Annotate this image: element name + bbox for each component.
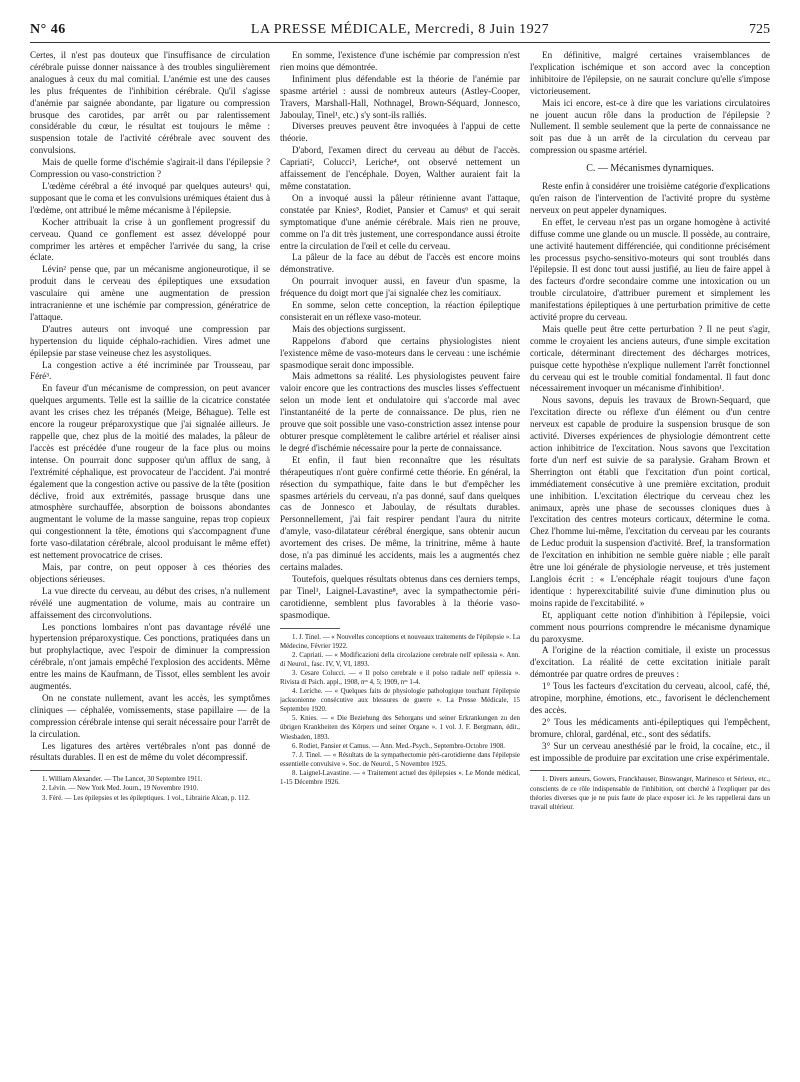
paragraph: Mais de quelle forme d'ischémie s'agirait-il dans l'épilepsie ? Compression ou vaso-constriction ? (30, 157, 270, 180)
paragraph: On ne constate nullement, avant les accès, les symptômes cliniques — céphalée, vomissements, stase papillaire — de la compression cérébrale intense qui serait nécessaire pour l'arrêt de la circulation. (30, 692, 270, 739)
paragraph: En somme, selon cette conception, la réaction épileptique consisterait en un réflexe vaso-moteur. (280, 300, 520, 322)
paragraph: La vue directe du cerveau, au début des crises, n'a nullement révélé une augmentation de volume, mais au contraire un affaissement des circonvolutions. (30, 585, 270, 620)
footnote: 3. Cesare Colucci. — « Il polso cerebrale e il polso radiale nell' epilessia ». Rivista di Psich. appl., 1908, nᵒˢ 4, 5; 1909, nᵒˢ 1-4. (280, 669, 520, 686)
journal-title: LA PRESSE MÉDICALE, Mercredi, 8 Juin 1927 (250, 22, 550, 37)
paragraph: Mais admettons sa réalité. Les physiologistes peuvent faire valoir encore que les contractions des muscles lisses s'effectuent selon un mode lent et ondulatoire qui s'accorde mal avec l'instantanéité de la perte de connaissance. De plus, rien ne prouve que soit possible une vaso-constriction assez intense pour obturer presque complètement le calibre artériel et réaliser ainsi le degré d'ischémie nécessaire pour la perte de connaissance. (280, 371, 520, 453)
paragraph: Rappelons d'abord que certains physiologistes nient l'existence même de vaso-moteurs dans le cerveau : une ischémie spasmodique serait donc impossible. (280, 335, 520, 370)
paragraph: A l'origine de la réaction comitiale, il existe un processus d'excitation. La réalité de cette excitation initiale paraît démontrée par quatre ordres de preuves : (530, 645, 770, 680)
column-left (30, 50, 270, 1075)
page-header (30, 20, 770, 43)
section-heading: C. — Mécanismes dynamiques. (586, 163, 714, 175)
paragraph: On pourrait invoquer aussi, en faveur d'un spasme, la fréquence du doigt mort que j'ai signalée chez les comitiaux. (280, 276, 520, 299)
issue-number: N° 46 (30, 22, 66, 37)
footnote: 2. Capriati. — « Modificazioni della circolazione cerebrale nell' epilessia ». Ann. di Neurol., fasc. IV, V, VI, 1893. (280, 651, 520, 668)
footnote: 5. Knies. — « Die Beziehung des Sehorgans und seiner Erkrankungen zu den übrigen Krankheiten des Körpers und seiner Organe ». 1 vol. J. F. Bergmann, édit., Wiesbaden, 1893. (280, 715, 520, 741)
paragraph: 3° Sur un cerveau anesthésié par le froid, la cocaïne, etc., il est impossible de produire par excitation une crise expérimentale. (530, 740, 770, 763)
paragraph: D'autres auteurs ont invoqué une compression par hypertension du liquide céphalo-rachidien. Vires admet une épilepsie par stase veineuse chez les asystoliques. (30, 323, 270, 358)
paragraph: Et, appliquant cette notion d'inhibition à l'épilepsie, voici comment nous pourrions comprendre le mécanisme dynamique du paroxysme. (530, 609, 770, 644)
paragraph: La pâleur de la face au début de l'accès est encore moins démonstrative. (280, 252, 520, 275)
paragraph: Mais quelle peut être cette perturbation ? Il ne peut s'agir, comme le croyaient les anciens auteurs, d'une simple excitation corticale, déterminant directement des décharges motrices, puisque cette hypothèse n'explique nullement l'arrêt fonctionnel du cerveau qui est le trouble comitial fondamental. Il faut donc nécessairement invoquer un mécanisme d'inhibition¹. (530, 323, 770, 394)
paragraph: Mais ici encore, est-ce à dire que les variations circulatoires ne jouent aucun rôle dans la production de l'épilepsie ? Nullement. Il semble seulement que la perte de connaissance ne soit pas due à un arrêt de la circulation du cerveau par compression ou spasme artériel. (530, 97, 770, 156)
paragraph: Les ligatures des artères vertébrales n'ont pas donné de résultats durables. Il en est de même du volet décompressif. (30, 740, 270, 763)
paragraph: En somme, l'existence d'une ischémie par compression n'est rien moins que démontrée. (280, 50, 520, 72)
footnote-divider (30, 770, 90, 771)
paragraph: Les ponctions lombaires n'ont pas davantage révélé une hypertension préparoxystique. Ces ponctions, pratiquées dans un but prophylactique, avec l'espoir de diminuer la compression cérébrale, n'ont jamais empêché l'explosion des accidents. Même entre les mains de Kaufmann, de Tissot, elles semblent les avoir augmentés. (30, 621, 270, 692)
paragraph: Diverses preuves peuvent être invoquées à l'appui de cette théorie. (280, 121, 520, 144)
paragraph: En faveur d'un mécanisme de compression, on peut avancer quelques arguments. Telle est la saillie de la cicatrice constatée avant les crises chez les trépanés (Meige, Béhague). Telle est encore la rougeur préparoxystique que j'ai signalée ailleurs. Je rappelle que, chez plus de la moitié des malades, la pâleur de l'accès est précédée d'une rougeur de la face plus ou moins intense. On pourrait donc supposer qu'un afflux de sang, à l'extrémité céphalique, est provocateur de l'accident. J'ai montré également que la congestion active ou passive de la tête (position déclive, froid aux extrémités, passage brusque dans une atmosphère surchauffée, absorption de boissons abondantes augmentant le volume de la masse sanguine, repas trop copieux qui congestionnent la tête, émotions qui s'accompagnent d'une forte vaso-dilatation cérébrale, alcool produisant le même effet) est nettement provocatrice de crises. (30, 383, 270, 561)
paragraph: Toutefois, quelques résultats obtenus dans ces derniers temps, par Tinel¹, Laignel-Lavastine⁸, avec la sympathectomie péri-carotidienne, semblent plus favorables à la théorie vaso-spasmodique. (280, 573, 520, 620)
footnote: 3. Féré. — Les épilepsies et les épileptiques. 1 vol., Librairie Alcan, p. 112. (42, 794, 250, 802)
footnote: 1. Divers auteurs, Gowers, Franckhauser, Binswanger, Marinesco et Sérieux, etc., conscients de ce rôle indispensable de l'inhibition, ont cherché à l'expliquer par des théories diverses que je ne puis faute de place exposer ici. Je les rappellerai dans un travail ultérieur. (530, 776, 770, 811)
footnote: 1. J. Tinel. — « Nouvelles conceptions et nouveaux traitements de l'épilepsie ». La Médecine, Février 1922. (280, 633, 520, 650)
paragraph: On a invoqué aussi la pâleur rétinienne avant l'attaque, constatée par Knies⁵, Rodiet, Pansier et Camus⁶ et qui serait symptomatique d'une anémie cérébrale. Mais rien ne prouve, comme on l'a dit très justement, une correspondance aussi étroite entre la circulation de l'œil et celle du cerveau. (280, 192, 520, 251)
page-number: 725 (749, 22, 770, 37)
footnotes (30, 775, 270, 802)
footnotes (530, 775, 770, 811)
footnote-divider (280, 628, 340, 629)
footnote: 6. Rodiet, Pansier et Camus. — Ann. Med.-Psych., Septembre-Octobre 1908. (292, 742, 506, 750)
paragraph: 1° Tous les facteurs d'excitation du cerveau, alcool, café, thé, atropine, morphine, émotions, etc., favorisent le déclenchement des accès. (530, 681, 770, 715)
paragraph: Lévin² pense que, par un mécanisme angioneurotique, il se produit dans le cerveau des épileptiques une exsudation vasculaire qui amène une augmentation de pression intracranienne et une ischémie par compression, génératrice de l'attaque. (30, 264, 270, 322)
paragraph: Nous savons, depuis les travaux de Brown-Sequard, que l'excitation directe ou réflexe d'un élément ou d'un centre nerveux est capable de produire la suspension brusque de son activité. Diverses expériences de physiologie démontrent cette action inhibitrice de l'excitation. Nous savons que l'excitation forte d'un nerf est suivie de sa paralysie. Graham Brown et Sherrington ont établi que l'excitation d'un point cortical, immédiatement consécutive à une première excitation, produit une inhibition. L'excitation électrique du cerveau chez les animaux, après une phase de secousses cloniques dues à l'excitation des centres moteurs corticaux, détermine le coma. Chez l'homme lui-même, l'excitation du cerveau par les courants de Leduc produit la suspension d'activité. Bref, la transformation de l'excitation en inhibition ne semble guère niable ; elle paraît être une loi générale de physiologie nerveuse, et très justement Langlois écrit : « L'encéphale réagit toujours d'une façon identique : hyperexcitabilité suivie d'une diminution plus ou moins rapide de l'excitabilité. » (530, 395, 770, 608)
paragraph: Infiniment plus défendable est la théorie de l'anémie par spasme artériel : aussi de nombreux auteurs (Astley-Cooper, Travers, Marshall-Hall, Nothnagel, Brown-Séquard, Jonnesco, Jaboulay, Tinel¹, etc.) s'y sont-ils ralliés. (280, 73, 520, 120)
footnote: 7. J. Tinel. — « Résultats de la sympathectomie péri-carotidienne dans l'épilepsie essentielle convulsive ». Soc. de Neurol., 5 Novembre 1925. (280, 751, 520, 768)
paragraph: Reste enfin à considérer une troisième catégorie d'explications qu'en raison de l'intervention de l'activité propre du système nerveux on peut appeler dynamiques. (530, 181, 770, 215)
footnote: 1. William Alexander. — The Lancet, 30 Septembre 1911. (42, 776, 203, 784)
footnote: 4. Leriche. — « Quelques faits de physiologie pathologique touchant l'épilepsie jacksonienne consécutive aux blessures de guerre ». La Presse Médicale, 15 Septembre 1920. (280, 688, 520, 714)
paragraph: D'abord, l'examen direct du cerveau au début de l'accès. Capriati², Colucci³, Leriche⁴, ont observé nettement un affaissement de l'encéphale. Doyen, Walther auraient fait la même constatation. (280, 145, 520, 191)
column-right (530, 50, 770, 1075)
footnotes (280, 633, 520, 788)
paragraph: Mais, par contre, on peut opposer à ces théories des objections sérieuses. (30, 561, 270, 584)
paragraph: Et enfin, il faut bien reconnaître que les résultats thérapeutiques n'ont guère confirmé cette théorie. En général, la résection du sympathique, faite dans le but d'empêcher les spasmes artériels du cerveau, n'a pas donné, sauf dans quelques cas de Jonnesco et Jaboulay, de résultats durables. Personnellement, j'ai fait respirer pendant l'aura du nitrite d'amyle, vaso-dilatateur cérébral énergique, sans obtenir aucun avortement des crises. De même, la trinitrine, même à haute dose, n'a pas diminué les accidents, mais les a augmentés chez certains malades. (280, 454, 520, 572)
footnote: 8. Laignel-Lavastine. — « Traitement actuel des épilepsies ». Le Monde médical, 1-15 Décembre 1926. (280, 769, 520, 786)
footnote-divider (530, 770, 590, 771)
paragraph: Mais des objections surgissent. (292, 323, 406, 334)
paragraph: La congestion active a été incriminée par Trousseau, par Féré³. (30, 359, 270, 382)
paragraph: L'œdème cérébral a été invoqué par quelques auteurs¹ qui, supposant que le coma et les convulsions urémiques étaient dus à l'œdème, ont attribué le même mécanisme à l'épilepsie. (30, 180, 270, 215)
footnote: 2. Lévin. — New York Med. Journ., 19 Novembre 1910. (42, 785, 199, 793)
paragraph: Certes, il n'est pas douteux que l'insuffisance de circulation cérébrale puisse donner naissance à des troubles singulièrement analogues à ceux du mal comitial. L'anémie est une des causes les plus fréquentes de l'inhibition cérébrale. Qu'il s'agisse d'anémie par saignée abondante, par ligature ou compression brusque des carotides, par arrêt ou par ralentissement considérable du cœur, le résultat est toujours le même : suspension totale de l'activité cérébrale avec souvent des convulsions. (30, 50, 270, 156)
column-middle (280, 50, 520, 1075)
paragraph: En effet, le cerveau n'est pas un organe homogène à activité diffuse comme une glande ou un muscle. Il possède, au contraire, une activité hautement différenciée, qui conditionne précisément les processus psycho-sensitivo-moteurs qui sont troublés dans l'épilepsie. Il est donc tout aussi justifié, au lieu de faire appel à des facteurs d'ordre secondaire comme une intoxication ou un trouble circulatoire, d'attribuer purement et simplement les manifestations épileptiques à une perturbation primitive de cette activité propre du cerveau. (530, 216, 770, 323)
paragraph: Kocher attribuait la crise à un gonflement progressif du cerveau. Quand ce gonflement est assez développé pour comprimer les artères et empêcher l'arrivée du sang, la crise éclate. (30, 216, 270, 263)
paragraph: En définitive, malgré certaines vraisemblances de l'explication ischémique et son accord avec la conception inhibitoire de l'épilepsie, on ne saurait conclure qu'elle s'impose victorieusement. (530, 50, 770, 96)
paragraph: 2° Tous les médicaments anti-épileptiques qui l'empêchent, bromure, chloral, gardénal, etc., sont des sédatifs. (530, 716, 770, 739)
